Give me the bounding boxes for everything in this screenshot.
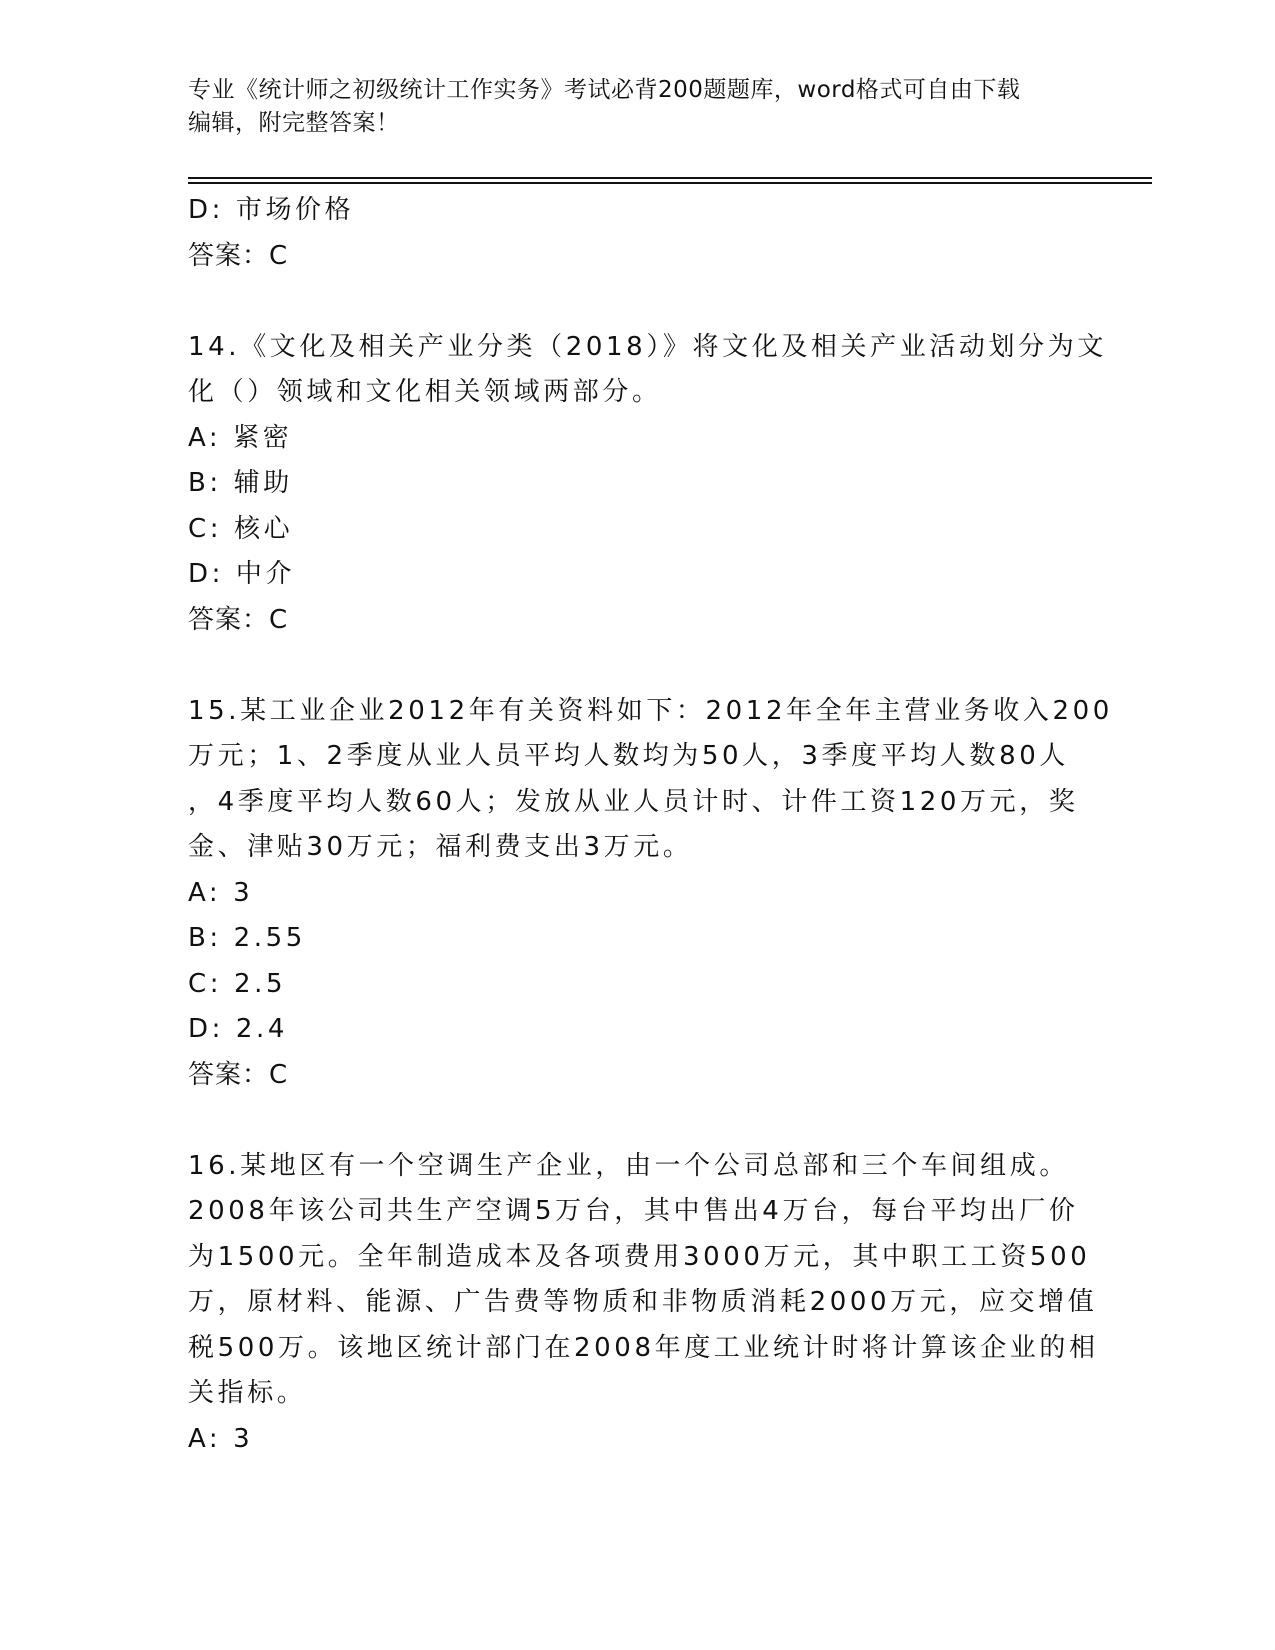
question-14	[188, 325, 1107, 644]
question-stem-line: 税500万。该地区统计部门在2008年度工业统计时将计算该企业的相	[188, 1332, 1099, 1363]
question-stem-line: 2008年该公司共生产空调5万台，其中售出4万台，每台平均出厂价	[188, 1196, 1079, 1226]
answer: 答案：C	[188, 1059, 289, 1090]
option-c: C: 2.5	[188, 968, 287, 999]
question-stem-line: 16.某地区有一个空调生产企业，由一个公司总部和三个车间组成。	[188, 1150, 1069, 1181]
question-content	[188, 188, 1113, 1462]
header-line-1: 专业《统计师之初级统计工作实务》考试必背200题题库，word格式可自由下载	[188, 77, 1021, 103]
question-stem-line: 15.某工业企业2012年有关资料如下：2012年全年主营业务收入200	[188, 695, 1113, 726]
option-d: D: 2.4	[188, 1014, 288, 1044]
option-b: B: 辅助	[188, 468, 293, 498]
option-a: A: 3	[188, 877, 254, 908]
question-stem-line: 14.《文化及相关产业分类（2018）》将文化及相关产业活动划分为文	[188, 331, 1107, 362]
option-b: B: 2.55	[188, 923, 306, 953]
header-line-2: 编辑，附完整答案！	[188, 110, 400, 136]
header-rule-bottom	[188, 182, 1152, 184]
answer: 答案：C	[188, 604, 289, 635]
question-stem-line: 为1500元。全年制造成本及各项费用3000万元，其中职工工资500	[188, 1241, 1091, 1272]
document-header	[188, 74, 1068, 140]
spacer	[188, 1098, 1088, 1144]
option-c: C: 核心	[188, 513, 294, 544]
option-a: A: 3	[188, 1423, 254, 1454]
question-stem-line: 金、津贴30万元；福利费支出3万元。	[188, 832, 693, 862]
spacer	[188, 643, 1088, 689]
question-16	[188, 1144, 1099, 1463]
option-d: D: 中介	[188, 559, 296, 589]
answer: 答案：C	[188, 240, 289, 271]
question-15	[188, 689, 1113, 1099]
question-stem-line: 万，原材料、能源、广告费等物质和非物质消耗2000万元，应交增值	[188, 1287, 1098, 1317]
option-a: A: 紧密	[188, 422, 293, 453]
question-stem-line: 化（）领域和文化相关领域两部分。	[188, 377, 662, 407]
header-rule-top	[188, 177, 1152, 179]
spacer	[188, 279, 1088, 325]
prev-question	[188, 188, 1088, 279]
option-d: D: 市场价格	[188, 195, 355, 225]
question-stem-line: 关指标。	[188, 1378, 307, 1408]
question-stem-line: 万元；1、2季度从业人员平均人数均为50人，3季度平均人数80人	[188, 741, 1069, 771]
question-stem-line: ，4季度平均人数60人；发放从业人员计时、计件工资120万元，奖	[188, 786, 1079, 817]
